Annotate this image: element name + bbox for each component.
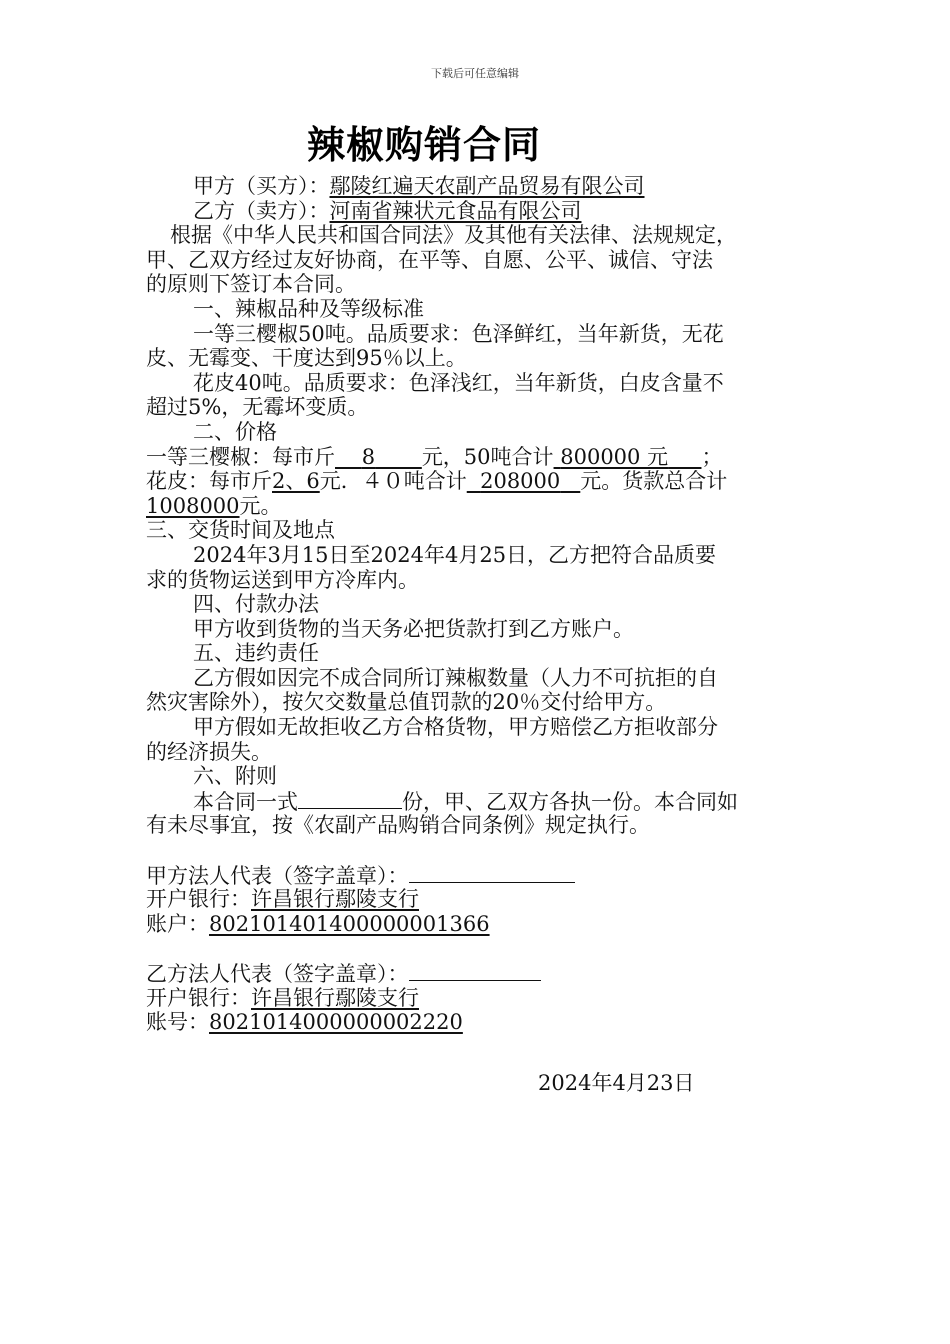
paragraph-line: 皮、无霉变、干度达到95％以上。 bbox=[146, 346, 467, 371]
price-line bbox=[146, 494, 826, 519]
party-b-account-line bbox=[146, 1010, 826, 1035]
bank-value: 许昌银行鄢陵支行 bbox=[251, 887, 419, 912]
price-text: ； bbox=[701, 444, 723, 469]
price-line bbox=[146, 469, 826, 494]
paragraph-line: 2024年3月15日至2024年4月25日，乙方把符合品质要 bbox=[193, 542, 717, 567]
party-a-bank-line bbox=[146, 887, 826, 912]
account-value: 8021014000000002220 bbox=[209, 1010, 463, 1035]
paragraph-text: 本合同一式 bbox=[193, 789, 298, 814]
account-label: 账号： bbox=[146, 1010, 209, 1035]
bank-label: 开户银行： bbox=[146, 887, 251, 912]
signature-blank bbox=[409, 961, 541, 981]
price-text: 元。 bbox=[239, 493, 282, 518]
party-b-label: 乙方（卖方）： bbox=[193, 198, 330, 223]
party-a-line bbox=[146, 174, 826, 199]
party-b-line bbox=[146, 199, 826, 224]
bank-label: 开户银行： bbox=[146, 985, 251, 1010]
signature-blank bbox=[409, 863, 575, 883]
paragraph-text: 份，甲、乙双方各执一份。本合同如 bbox=[402, 789, 738, 814]
party-a-rep-line bbox=[146, 863, 826, 888]
price-label: 花皮：每市斤 bbox=[146, 469, 272, 494]
rep-label: 甲方法人代表（签字盖章）： bbox=[146, 863, 409, 888]
party-b-bank-line bbox=[146, 986, 826, 1011]
section-heading: 六、附则 bbox=[193, 764, 277, 789]
price-label: 一等三樱椒：每市斤 bbox=[146, 444, 335, 469]
price-text: 元．４０吨合计 bbox=[319, 469, 467, 494]
section-heading: 四、付款办法 bbox=[193, 592, 319, 617]
paragraph-line: 有未尽事宜，按《农副产品购销合同条例》规定执行。 bbox=[146, 813, 650, 838]
section-heading: 二、价格 bbox=[193, 419, 277, 444]
price-text: 元。货款总合计 bbox=[580, 469, 728, 494]
paragraph-line: 超过5%，无霉坏变质。 bbox=[146, 395, 369, 420]
paragraph-line bbox=[146, 789, 826, 814]
section-heading: 三、交货时间及地点 bbox=[146, 518, 335, 543]
rep-label: 乙方法人代表（签字盖章）： bbox=[146, 962, 409, 986]
party-a-account-line bbox=[146, 912, 826, 937]
section-heading: 一、辣椒品种及等级标准 bbox=[193, 296, 424, 321]
paragraph-line: 求的货物运送到甲方冷库内。 bbox=[146, 567, 419, 592]
price-text: 元，50吨合计 bbox=[421, 444, 554, 469]
header-note: 下载后可任意编辑 bbox=[431, 67, 519, 80]
contract-date: 2024年4月23日 bbox=[538, 1071, 695, 1095]
party-b-name: 河南省辣状元食品有限公司 bbox=[329, 198, 582, 223]
preamble-line: 根据《中华人民共和国合同法》及其他有关法律、法规规定， bbox=[170, 223, 737, 248]
party-a-name: 鄢陵红遍天农副产品贸易有限公司 bbox=[329, 174, 645, 198]
grand-total-value: 1008000 bbox=[146, 493, 240, 518]
total-value: 208000 bbox=[480, 469, 561, 494]
document-title: 辣椒购销合同 bbox=[307, 123, 542, 167]
paragraph-line: 花皮40吨。品质要求：色泽浅红，当年新货，白皮含量不 bbox=[193, 370, 724, 395]
total-value: 800000 元 bbox=[560, 444, 669, 469]
paragraph-line: 然灾害除外），按欠交数量总值罚款的20％交付给甲方。 bbox=[146, 690, 667, 715]
paragraph-line: 一等三樱椒50吨。品质要求：色泽鲜红，当年新货，无花 bbox=[193, 321, 724, 346]
paragraph-line: 的经济损失。 bbox=[146, 739, 272, 764]
contract-body bbox=[146, 174, 826, 1035]
preamble-line: 的原则下签订本合同。 bbox=[146, 272, 356, 297]
account-value: 802101401400000001366 bbox=[209, 911, 490, 936]
bank-value: 许昌银行鄢陵支行 bbox=[251, 985, 419, 1010]
price-value: 2、6 bbox=[272, 469, 320, 494]
price-line bbox=[146, 445, 826, 470]
section-heading: 五、违约责任 bbox=[193, 641, 319, 666]
paragraph-line: 甲方收到货物的当天务必把货款打到乙方账户。 bbox=[193, 616, 634, 641]
account-label: 账户： bbox=[146, 911, 209, 936]
preamble-line: 甲、乙双方经过友好协商，在平等、自愿、公平、诚信、守法 bbox=[146, 247, 713, 272]
copies-blank bbox=[298, 789, 402, 809]
paragraph-line: 甲方假如无故拒收乙方合格货物，甲方赔偿乙方拒收部分 bbox=[193, 715, 718, 740]
party-b-rep-line bbox=[146, 961, 826, 986]
price-value: 8 bbox=[361, 444, 376, 469]
paragraph-line: 乙方假如因完不成合同所订辣椒数量（人力不可抗拒的自 bbox=[193, 665, 718, 690]
party-a-label: 甲方（买方）： bbox=[193, 174, 330, 198]
